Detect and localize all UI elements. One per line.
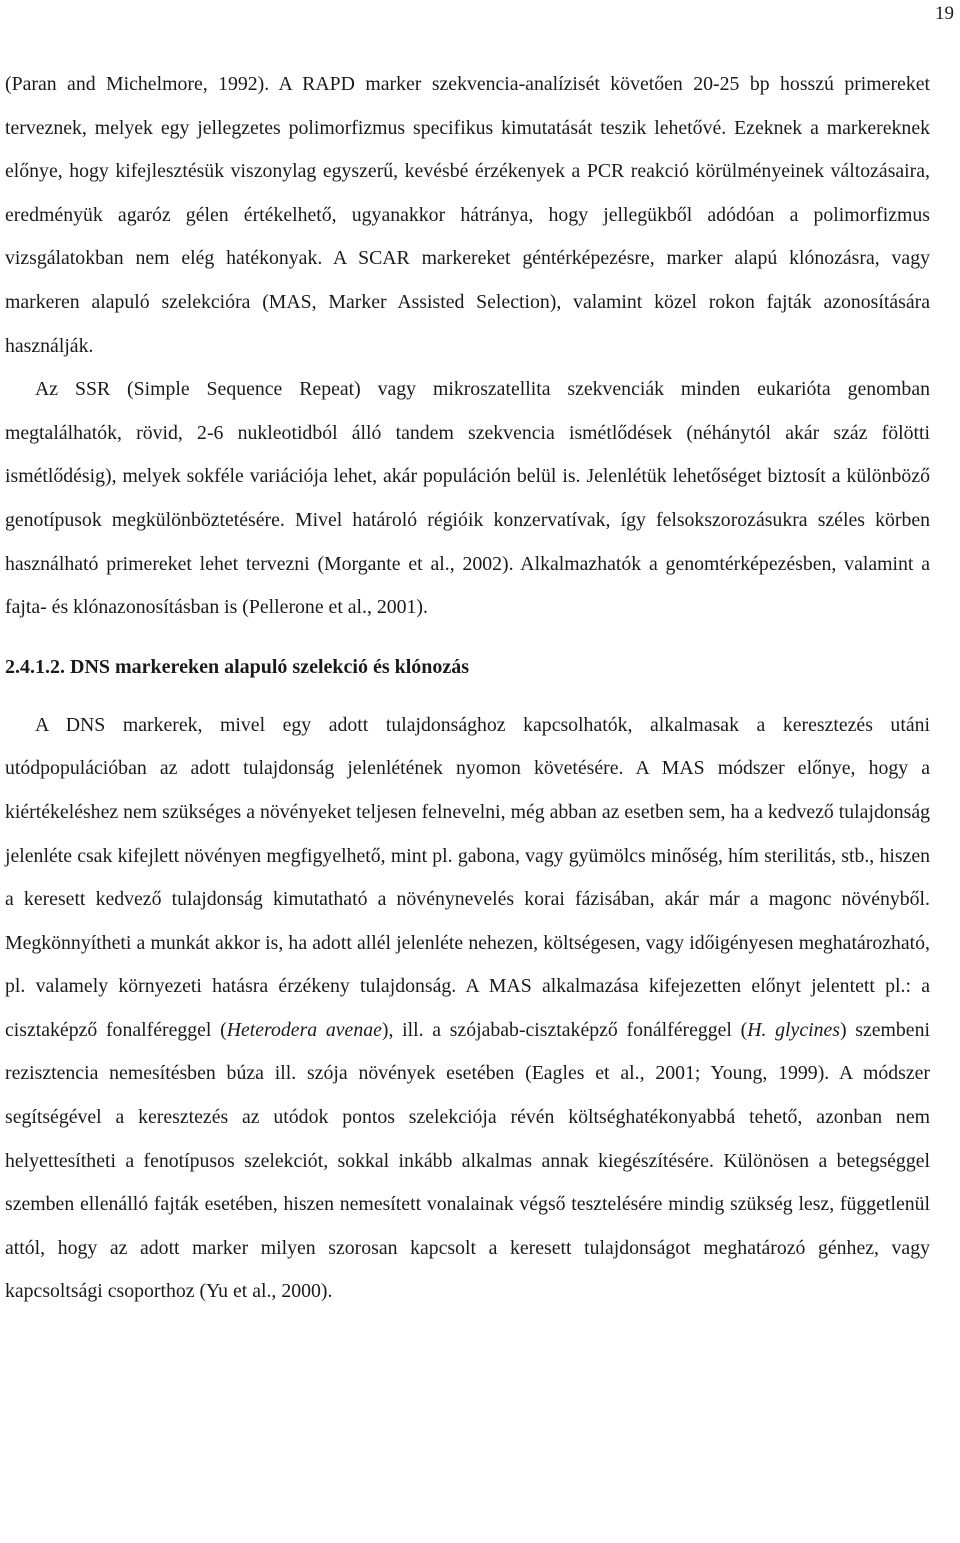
paragraph-mas-part-a: A DNS markerek, mivel egy adott tulajdonsághoz kapcsolhatók, alkalmasak a keresztezés utáni utódpopulációban az adott tulajdonság jelenlétének nyomon követésére. A MAS módszer előnye, hogy a kiértékeléshez nem szükséges a növényeket teljesen felnevelni, még abban az esetben sem, ha a kedvező tulajdonság jelenléte csak kifejlett növényen megfigyelhető, mint pl. gabona, vagy gyümölcs minőség, hím sterilitás, stb., hiszen a keresett kedvező tulajdonság kimutatható a növénynevelés korai fázisában, akár már a magonc növényből. Megkönnyítheti a munkát akkor is, ha adott allél jelenléte nehezen, költségesen, vagy időigényesen meghatározható, pl. valamely környezeti hatásra érzékeny tulajdonság. A MAS alkalmazása kifejezetten előnyt jelentett pl.: a cisztaképző fonalféreggel ( <box>5 713 930 1041</box>
paragraph-ssr: Az SSR (Simple Sequence Repeat) vagy mikroszatellita szekvenciák minden eukarióta genomban megtalálhatók, rövid, 2-6 nukleotidból álló tandem szekvencia ismétlődések (néhánytól akár száz fölötti ismétlődésig), melyek sokféle variációja lehet, akár populáción belül is. Jelenlétük lehetőséget biztosít a különböző genotípusok megkülönböztetésére. Mivel határoló régióik konzervatívak, így felsokszorozásukra széles körben használható primereket lehet tervezni (Morgante et al., 2002). Alkalmazhatók a genomtérképezésben, valamint a fajta- és klónazonosításban is (Pellerone et al., 2001). <box>5 378 930 619</box>
paragraph-mas-part-b: ), ill. a szójabab-cisztaképző fonálféreggel ( <box>381 1018 748 1041</box>
species-name-heterodera: Heterodera avenae <box>226 1018 382 1041</box>
species-name-glycines: H. glycines <box>747 1018 840 1041</box>
page-number: 19 <box>935 3 954 24</box>
section-heading: 2.4.1.2. DNS markereken alapuló szelekció és klónozás <box>5 655 470 678</box>
paragraph-mas-part-c: ) szembeni rezisztencia nemesítésben búza ill. szója növények esetében (Eagles et al., 2001; Young, 1999). A módszer segítségével a keresztezés az utódok pontos szelekciója révén költséghatékonyabbá tehető, azonban nem helyettesítheti a fenotípusos szelekciót, sokkal inkább alkalmas annak kiegészítésére. Különösen a betegséggel szemben ellenálló fajták esetében, hiszen nemesített vonalainak végső tesztelésére mindig szükség lesz, függetlenül attól, hogy az adott marker milyen szorosan kapcsolt a keresett tulajdonságot meghatározó génhez, vagy kapcsoltsági csoporthoz (Yu et al., 2000). <box>5 1018 930 1303</box>
paragraph-mas <box>5 704 930 1314</box>
document-body <box>5 63 930 1314</box>
paragraph-rapd-scar: (Paran and Michelmore, 1992). A RAPD marker szekvencia-analízisét követően 20-25 bp hosszú primereket terveznek, melyek egy jellegzetes polimorfizmus specifikus kimutatását teszik lehetővé. Ezeknek a markereknek előnye, hogy kifejlesztésük viszonylag egyszerű, kevésbé érzékenyek a PCR reakció körülményeinek változásaira, eredményük agaróz gélen értékelhető, ugyanakkor hátránya, hogy jellegükből adódóan a polimorfizmus vizsgálatokban nem elég hatékonyak. A SCAR markereket géntérképezésre, marker alapú klónozásra, vagy markeren alapuló szelekcióra (MAS, Marker Assisted Selection), valamint közel rokon fajták azonosítására használják. <box>5 73 930 357</box>
